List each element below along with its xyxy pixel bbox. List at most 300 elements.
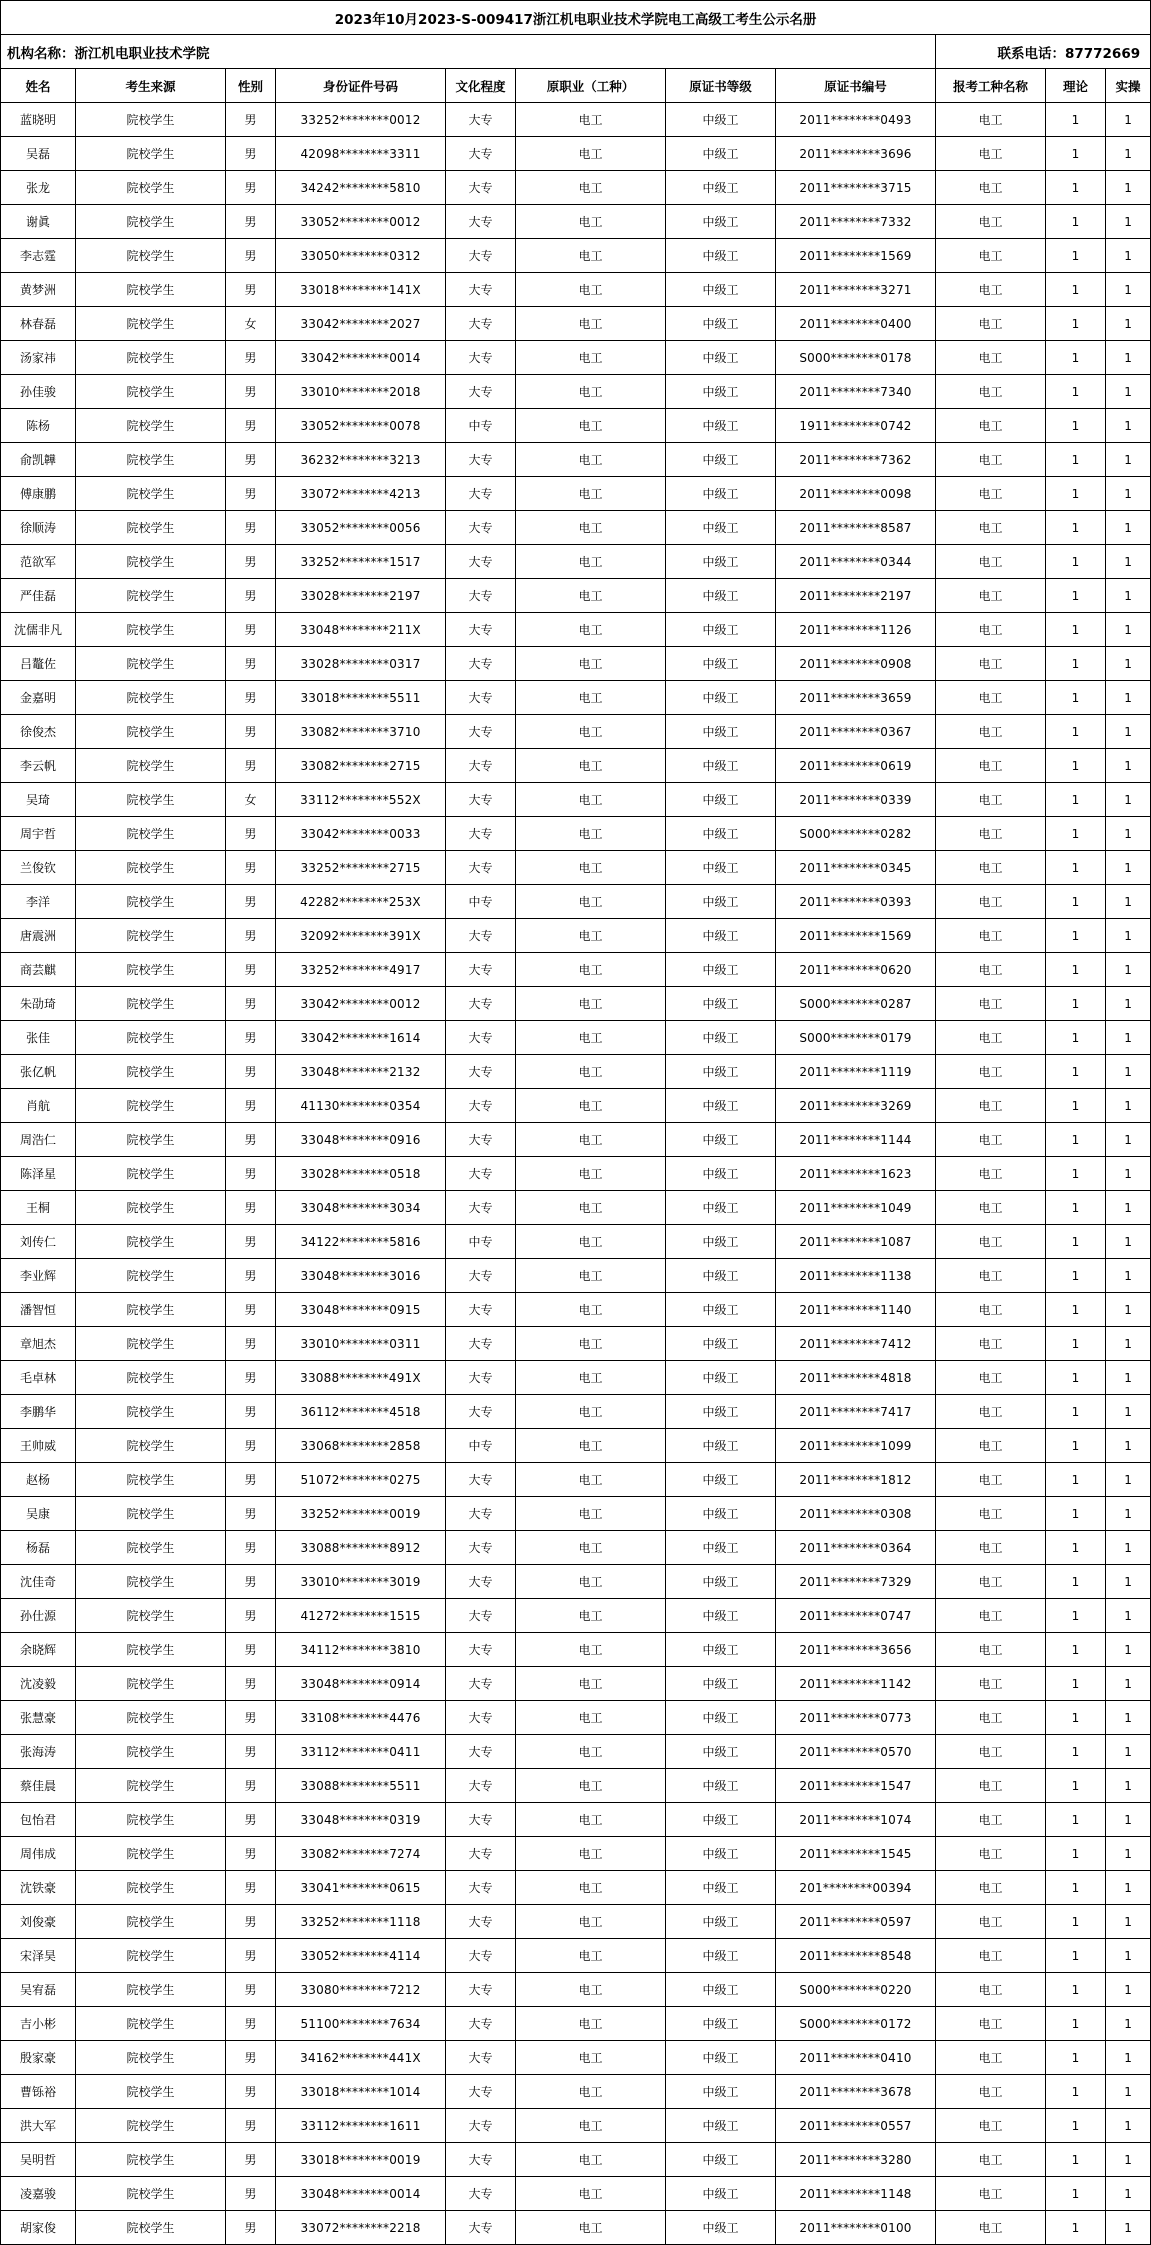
occupation-cell: 电工: [516, 613, 666, 647]
name-cell: 唐震洲: [1, 919, 76, 953]
id-number-cell: 34242********5810: [276, 171, 446, 205]
table-row: [1, 307, 1151, 341]
exam-trade-cell: 电工: [936, 1395, 1046, 1429]
exam-trade-cell: 电工: [936, 1055, 1046, 1089]
cert-level-cell: 中级工: [666, 783, 776, 817]
exam-trade-cell: 电工: [936, 987, 1046, 1021]
name-cell: 严佳磊: [1, 579, 76, 613]
cert-number-cell: S000********0178: [776, 341, 936, 375]
name-cell: 沈儒非凡: [1, 613, 76, 647]
education-cell: 中专: [446, 1225, 516, 1259]
id-number-cell: 33252********0019: [276, 1497, 446, 1531]
theory-cell: 1: [1046, 1395, 1106, 1429]
exam-trade-cell: 电工: [936, 885, 1046, 919]
id-number-cell: 33052********0056: [276, 511, 446, 545]
cert-number-cell: 2011********0345: [776, 851, 936, 885]
cert-number-cell: 2011********0364: [776, 1531, 936, 1565]
name-cell: 王桐: [1, 1191, 76, 1225]
occupation-cell: 电工: [516, 1905, 666, 1939]
gender-cell: 男: [226, 409, 276, 443]
education-cell: 大专: [446, 647, 516, 681]
practice-cell: 1: [1106, 1735, 1151, 1769]
header-education: 文化程度: [446, 69, 516, 103]
occupation-cell: 电工: [516, 341, 666, 375]
cert-level-cell: 中级工: [666, 749, 776, 783]
table-row: [1, 2211, 1151, 2245]
cert-number-cell: 2011********1569: [776, 919, 936, 953]
education-cell: 大专: [446, 1973, 516, 2007]
occupation-cell: 电工: [516, 953, 666, 987]
gender-cell: 男: [226, 885, 276, 919]
practice-cell: 1: [1106, 1565, 1151, 1599]
name-cell: 傅康鹏: [1, 477, 76, 511]
occupation-cell: 电工: [516, 1701, 666, 1735]
cert-level-cell: 中级工: [666, 307, 776, 341]
gender-cell: 男: [226, 273, 276, 307]
gender-cell: 男: [226, 1157, 276, 1191]
name-cell: 吉小彬: [1, 2007, 76, 2041]
practice-cell: 1: [1106, 1905, 1151, 1939]
table-row: [1, 375, 1151, 409]
cert-number-cell: 2011********0400: [776, 307, 936, 341]
theory-cell: 1: [1046, 715, 1106, 749]
education-cell: 大专: [446, 1089, 516, 1123]
education-cell: 大专: [446, 1123, 516, 1157]
education-cell: 大专: [446, 477, 516, 511]
cert-level-cell: 中级工: [666, 1293, 776, 1327]
table-row: [1, 851, 1151, 885]
name-cell: 俞凯韡: [1, 443, 76, 477]
cert-level-cell: 中级工: [666, 477, 776, 511]
id-number-cell: 33010********2018: [276, 375, 446, 409]
occupation-cell: 电工: [516, 1327, 666, 1361]
name-cell: 朱劭琦: [1, 987, 76, 1021]
gender-cell: 男: [226, 1531, 276, 1565]
exam-trade-cell: 电工: [936, 1735, 1046, 1769]
exam-trade-cell: 电工: [936, 1905, 1046, 1939]
theory-cell: 1: [1046, 307, 1106, 341]
education-cell: 大专: [446, 1701, 516, 1735]
exam-trade-cell: 电工: [936, 1497, 1046, 1531]
occupation-cell: 电工: [516, 1497, 666, 1531]
name-cell: 张佳: [1, 1021, 76, 1055]
table-row: [1, 1599, 1151, 1633]
id-number-cell: 33048********0916: [276, 1123, 446, 1157]
id-number-cell: 36112********4518: [276, 1395, 446, 1429]
practice-cell: 1: [1106, 2075, 1151, 2109]
table-row: [1, 1735, 1151, 1769]
header-original-occupation: 原职业（工种）: [516, 69, 666, 103]
gender-cell: 男: [226, 2007, 276, 2041]
gender-cell: 男: [226, 613, 276, 647]
exam-trade-cell: 电工: [936, 1463, 1046, 1497]
gender-cell: 男: [226, 1769, 276, 1803]
name-cell: 李鹏华: [1, 1395, 76, 1429]
source-cell: 院校学生: [76, 239, 226, 273]
cert-level-cell: 中级工: [666, 2007, 776, 2041]
id-number-cell: 33068********2858: [276, 1429, 446, 1463]
education-cell: 大专: [446, 1667, 516, 1701]
exam-trade-cell: 电工: [936, 2075, 1046, 2109]
exam-trade-cell: 电工: [936, 1293, 1046, 1327]
gender-cell: 男: [226, 443, 276, 477]
gender-cell: 男: [226, 1123, 276, 1157]
occupation-cell: 电工: [516, 1157, 666, 1191]
theory-cell: 1: [1046, 375, 1106, 409]
gender-cell: 男: [226, 1395, 276, 1429]
name-cell: 吴宥磊: [1, 1973, 76, 2007]
theory-cell: 1: [1046, 1531, 1106, 1565]
education-cell: 中专: [446, 409, 516, 443]
table-row: [1, 783, 1151, 817]
table-row: [1, 1089, 1151, 1123]
practice-cell: 1: [1106, 1259, 1151, 1293]
cert-level-cell: 中级工: [666, 205, 776, 239]
cert-number-cell: 2011********7412: [776, 1327, 936, 1361]
exam-trade-cell: 电工: [936, 1361, 1046, 1395]
cert-level-cell: 中级工: [666, 2177, 776, 2211]
table-body: [1, 103, 1151, 2245]
occupation-cell: 电工: [516, 1463, 666, 1497]
cert-number-cell: 2011********0367: [776, 715, 936, 749]
cert-number-cell: 2011********0570: [776, 1735, 936, 1769]
education-cell: 大专: [446, 171, 516, 205]
exam-trade-cell: 电工: [936, 1259, 1046, 1293]
exam-trade-cell: 电工: [936, 783, 1046, 817]
name-cell: 林春磊: [1, 307, 76, 341]
occupation-cell: 电工: [516, 2109, 666, 2143]
education-cell: 大专: [446, 375, 516, 409]
cert-level-cell: 中级工: [666, 103, 776, 137]
education-cell: 中专: [446, 885, 516, 919]
gender-cell: 男: [226, 2109, 276, 2143]
org-label: 机构名称：浙江机电职业技术学院: [1, 35, 936, 69]
practice-cell: 1: [1106, 1191, 1151, 1225]
source-cell: 院校学生: [76, 1837, 226, 1871]
table-row: [1, 1259, 1151, 1293]
theory-cell: 1: [1046, 1429, 1106, 1463]
education-cell: 大专: [446, 341, 516, 375]
theory-cell: 1: [1046, 1837, 1106, 1871]
exam-trade-cell: 电工: [936, 1565, 1046, 1599]
id-number-cell: 33088********5511: [276, 1769, 446, 1803]
id-number-cell: 33082********7274: [276, 1837, 446, 1871]
source-cell: 院校学生: [76, 1055, 226, 1089]
education-cell: 大专: [446, 273, 516, 307]
occupation-cell: 电工: [516, 987, 666, 1021]
table-row: [1, 1429, 1151, 1463]
name-cell: 殷家豪: [1, 2041, 76, 2075]
id-number-cell: 33042********2027: [276, 307, 446, 341]
cert-number-cell: 2011********7332: [776, 205, 936, 239]
cert-number-cell: S000********0179: [776, 1021, 936, 1055]
gender-cell: 男: [226, 375, 276, 409]
table-row: [1, 2041, 1151, 2075]
id-number-cell: 33052********4114: [276, 1939, 446, 1973]
id-number-cell: 33252********2715: [276, 851, 446, 885]
name-cell: 胡家俊: [1, 2211, 76, 2245]
source-cell: 院校学生: [76, 1701, 226, 1735]
gender-cell: 男: [226, 1497, 276, 1531]
practice-cell: 1: [1106, 1531, 1151, 1565]
practice-cell: 1: [1106, 1769, 1151, 1803]
occupation-cell: 电工: [516, 647, 666, 681]
education-cell: 大专: [446, 1599, 516, 1633]
header-cert-level: 原证书等级: [666, 69, 776, 103]
occupation-cell: 电工: [516, 579, 666, 613]
education-cell: 大专: [446, 511, 516, 545]
occupation-cell: 电工: [516, 919, 666, 953]
name-cell: 李洋: [1, 885, 76, 919]
cert-level-cell: 中级工: [666, 2075, 776, 2109]
table-row: [1, 953, 1151, 987]
id-number-cell: 33042********0014: [276, 341, 446, 375]
practice-cell: 1: [1106, 2177, 1151, 2211]
source-cell: 院校学生: [76, 2143, 226, 2177]
theory-cell: 1: [1046, 1293, 1106, 1327]
practice-cell: 1: [1106, 1055, 1151, 1089]
source-cell: 院校学生: [76, 1225, 226, 1259]
gender-cell: 男: [226, 511, 276, 545]
id-number-cell: 34122********5816: [276, 1225, 446, 1259]
occupation-cell: 电工: [516, 1429, 666, 1463]
practice-cell: 1: [1106, 1327, 1151, 1361]
cert-number-cell: 2011********0597: [776, 1905, 936, 1939]
id-number-cell: 33048********0914: [276, 1667, 446, 1701]
gender-cell: 男: [226, 1905, 276, 1939]
cert-level-cell: 中级工: [666, 375, 776, 409]
name-cell: 章旭杰: [1, 1327, 76, 1361]
practice-cell: 1: [1106, 885, 1151, 919]
id-number-cell: 33252********1118: [276, 1905, 446, 1939]
cert-level-cell: 中级工: [666, 2143, 776, 2177]
source-cell: 院校学生: [76, 511, 226, 545]
gender-cell: 女: [226, 307, 276, 341]
header-practice: 实操: [1106, 69, 1151, 103]
id-number-cell: 41272********1515: [276, 1599, 446, 1633]
occupation-cell: 电工: [516, 103, 666, 137]
gender-cell: 男: [226, 1191, 276, 1225]
source-cell: 院校学生: [76, 1531, 226, 1565]
practice-cell: 1: [1106, 307, 1151, 341]
occupation-cell: 电工: [516, 137, 666, 171]
cert-number-cell: 2011********3715: [776, 171, 936, 205]
name-cell: 张慧豪: [1, 1701, 76, 1735]
name-cell: 张龙: [1, 171, 76, 205]
id-number-cell: 33088********491X: [276, 1361, 446, 1395]
cert-number-cell: 2011********1099: [776, 1429, 936, 1463]
exam-trade-cell: 电工: [936, 341, 1046, 375]
education-cell: 大专: [446, 443, 516, 477]
occupation-cell: 电工: [516, 1633, 666, 1667]
cert-level-cell: 中级工: [666, 1939, 776, 1973]
practice-cell: 1: [1106, 1871, 1151, 1905]
source-cell: 院校学生: [76, 443, 226, 477]
practice-cell: 1: [1106, 749, 1151, 783]
practice-cell: 1: [1106, 511, 1151, 545]
id-number-cell: 33252********4917: [276, 953, 446, 987]
cert-number-cell: 2011********0619: [776, 749, 936, 783]
education-cell: 大专: [446, 1531, 516, 1565]
table-row: [1, 1667, 1151, 1701]
education-cell: 大专: [446, 137, 516, 171]
id-number-cell: 33041********0615: [276, 1871, 446, 1905]
occupation-cell: 电工: [516, 1259, 666, 1293]
gender-cell: 男: [226, 341, 276, 375]
gender-cell: 男: [226, 205, 276, 239]
source-cell: 院校学生: [76, 885, 226, 919]
education-cell: 大专: [446, 1191, 516, 1225]
practice-cell: 1: [1106, 2211, 1151, 2245]
gender-cell: 女: [226, 783, 276, 817]
id-number-cell: 33010********0311: [276, 1327, 446, 1361]
table-row: [1, 885, 1151, 919]
id-number-cell: 33082********2715: [276, 749, 446, 783]
practice-cell: 1: [1106, 205, 1151, 239]
cert-level-cell: 中级工: [666, 443, 776, 477]
gender-cell: 男: [226, 1089, 276, 1123]
theory-cell: 1: [1046, 1123, 1106, 1157]
theory-cell: 1: [1046, 1939, 1106, 1973]
source-cell: 院校学生: [76, 409, 226, 443]
gender-cell: 男: [226, 1837, 276, 1871]
source-cell: 院校学生: [76, 1667, 226, 1701]
table-row: [1, 443, 1151, 477]
exam-trade-cell: 电工: [936, 1871, 1046, 1905]
name-cell: 沈凌毅: [1, 1667, 76, 1701]
exam-trade-cell: 电工: [936, 919, 1046, 953]
id-number-cell: 33072********2218: [276, 2211, 446, 2245]
cert-number-cell: 2011********0908: [776, 647, 936, 681]
name-cell: 毛卓林: [1, 1361, 76, 1395]
cert-number-cell: 2011********1545: [776, 1837, 936, 1871]
gender-cell: 男: [226, 1293, 276, 1327]
cert-number-cell: 2011********2197: [776, 579, 936, 613]
name-cell: 周伟成: [1, 1837, 76, 1871]
source-cell: 院校学生: [76, 749, 226, 783]
gender-cell: 男: [226, 1633, 276, 1667]
gender-cell: 男: [226, 2041, 276, 2075]
practice-cell: 1: [1106, 953, 1151, 987]
theory-cell: 1: [1046, 205, 1106, 239]
table-row: [1, 1803, 1151, 1837]
theory-cell: 1: [1046, 919, 1106, 953]
table-row: [1, 1293, 1151, 1327]
occupation-cell: 电工: [516, 749, 666, 783]
occupation-cell: 电工: [516, 1361, 666, 1395]
occupation-cell: 电工: [516, 1225, 666, 1259]
cert-number-cell: 2011********3269: [776, 1089, 936, 1123]
source-cell: 院校学生: [76, 953, 226, 987]
name-cell: 周浩仁: [1, 1123, 76, 1157]
source-cell: 院校学生: [76, 919, 226, 953]
education-cell: 大专: [446, 1837, 516, 1871]
table-row: [1, 1225, 1151, 1259]
name-cell: 李志霆: [1, 239, 76, 273]
practice-cell: 1: [1106, 1157, 1151, 1191]
name-cell: 陈泽星: [1, 1157, 76, 1191]
exam-trade-cell: 电工: [936, 171, 1046, 205]
name-cell: 金嘉明: [1, 681, 76, 715]
theory-cell: 1: [1046, 1021, 1106, 1055]
name-cell: 洪大军: [1, 2109, 76, 2143]
cert-number-cell: 2011********3696: [776, 137, 936, 171]
source-cell: 院校学生: [76, 1803, 226, 1837]
name-cell: 包怡君: [1, 1803, 76, 1837]
gender-cell: 男: [226, 1327, 276, 1361]
education-cell: 大专: [446, 579, 516, 613]
name-cell: 谢眞: [1, 205, 76, 239]
occupation-cell: 电工: [516, 511, 666, 545]
cert-number-cell: 2011********1126: [776, 613, 936, 647]
cert-number-cell: S000********0172: [776, 2007, 936, 2041]
id-number-cell: 33112********1611: [276, 2109, 446, 2143]
theory-cell: 1: [1046, 273, 1106, 307]
occupation-cell: 电工: [516, 239, 666, 273]
occupation-cell: 电工: [516, 205, 666, 239]
id-number-cell: 33252********0012: [276, 103, 446, 137]
practice-cell: 1: [1106, 987, 1151, 1021]
source-cell: 院校学生: [76, 273, 226, 307]
name-cell: 汤家祎: [1, 341, 76, 375]
cert-level-cell: 中级工: [666, 273, 776, 307]
source-cell: 院校学生: [76, 851, 226, 885]
name-cell: 范欲军: [1, 545, 76, 579]
header-theory: 理论: [1046, 69, 1106, 103]
name-cell: 孙仕源: [1, 1599, 76, 1633]
theory-cell: 1: [1046, 681, 1106, 715]
cert-level-cell: 中级工: [666, 1667, 776, 1701]
id-number-cell: 33018********1014: [276, 2075, 446, 2109]
practice-cell: 1: [1106, 1973, 1151, 2007]
info-row: [1, 35, 1151, 69]
theory-cell: 1: [1046, 1055, 1106, 1089]
occupation-cell: 电工: [516, 375, 666, 409]
education-cell: 大专: [446, 1565, 516, 1599]
practice-cell: 1: [1106, 1837, 1151, 1871]
practice-cell: 1: [1106, 1939, 1151, 1973]
theory-cell: 1: [1046, 1973, 1106, 2007]
theory-cell: 1: [1046, 2075, 1106, 2109]
source-cell: 院校学生: [76, 613, 226, 647]
name-cell: 蓝晓明: [1, 103, 76, 137]
name-cell: 肖航: [1, 1089, 76, 1123]
id-number-cell: 33048********3034: [276, 1191, 446, 1225]
name-cell: 沈佳奇: [1, 1565, 76, 1599]
occupation-cell: 电工: [516, 545, 666, 579]
occupation-cell: 电工: [516, 1973, 666, 2007]
education-cell: 大专: [446, 1361, 516, 1395]
name-cell: 张海涛: [1, 1735, 76, 1769]
practice-cell: 1: [1106, 1123, 1151, 1157]
practice-cell: 1: [1106, 545, 1151, 579]
source-cell: 院校学生: [76, 1633, 226, 1667]
theory-cell: 1: [1046, 1361, 1106, 1395]
theory-cell: 1: [1046, 1667, 1106, 1701]
id-number-cell: 33088********8912: [276, 1531, 446, 1565]
cert-level-cell: 中级工: [666, 647, 776, 681]
cert-number-cell: 2011********1140: [776, 1293, 936, 1327]
theory-cell: 1: [1046, 1769, 1106, 1803]
name-cell: 周宇哲: [1, 817, 76, 851]
theory-cell: 1: [1046, 1225, 1106, 1259]
cert-level-cell: 中级工: [666, 1327, 776, 1361]
education-cell: 大专: [446, 1327, 516, 1361]
gender-cell: 男: [226, 2143, 276, 2177]
header-cert-number: 原证书编号: [776, 69, 936, 103]
cert-level-cell: 中级工: [666, 2109, 776, 2143]
cert-level-cell: 中级工: [666, 1225, 776, 1259]
